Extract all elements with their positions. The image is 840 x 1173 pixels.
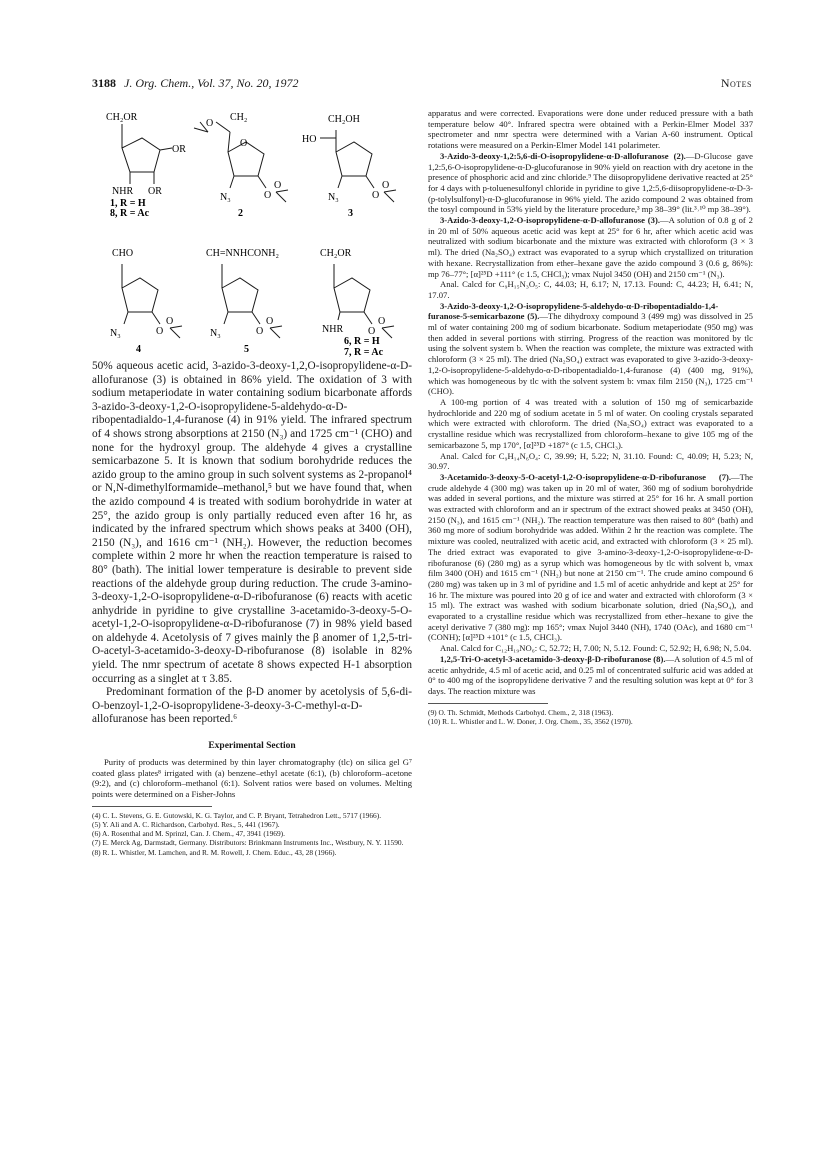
paragraph-text: Anal. Calcd for C₉H₁₄N₆O₄: C, 39.99; H, 5.22; N, 31.10. Found: C, 40.09; H, 5.23; N, 30.97. (428, 450, 753, 472)
paragraph-text: A 100-mg portion of 4 was treated with a solution of 150 mg of semicarbazide hydrochloride and 220 mg of sodium acetate in 5 ml of water. On cooling crystals separated which were extracted with chloroform. The dried (Na₂SO₄) extract was evaporated to a crystalline residue which was recrystallized from chloroform–hexane to give 105 mg of the semicarbazone 5, mp 170°, [α]²⁵D +187° (c 1.5, CHCl₃). (428, 396, 753, 450)
journal-citation: J. Org. Chem., Vol. 37, No. 20, 1972 (124, 76, 299, 90)
atom-label: O (372, 190, 380, 201)
body-paragraph (428, 472, 753, 643)
page-header (92, 76, 752, 94)
atom-label: CHO (112, 248, 134, 259)
atom-label: O (256, 326, 264, 337)
atom-label: O (382, 180, 390, 191)
body-paragraph (428, 643, 753, 654)
paragraph-text: —A solution of 4.5 ml of acetic anhydride, 4.5 ml of acetic acid, and 0.25 ml of concentrated sulfuric acid was added at 0° to 400 mg of the isopropylidene derivative 7 and the resulting solution was kept at 0° for 3 days. The reaction mixture was (428, 653, 753, 696)
atom-label: N₃ (210, 328, 221, 339)
footnote: (7) E. Merck Ag, Darmstadt, Germany. Distributors: Brinkmann Instruments Inc., Westbury, N. Y. 11590. (92, 838, 404, 848)
structure-label: 2 (238, 208, 243, 218)
paragraph-text: —A solution of 0.8 g of 2 in 20 ml of 50% aqueous acetic acid was kept at 25° for 6 hr, after which acetic acid was neutralized with sodium bicarbonate and the mixture was extracted with chloroform (3 × 3 ml). The dried (Na₂SO₄) extract was evaporated to a syrup which crystallized on trituration with hexane. Recrystallization from ether–hexane gave the azido compound 3 (0.6 g, 86%): mp 76–77°; [α]²⁵D +111° (c 1.5, CHCl₃); νmax Nujol 3450 (OH) and 2150 cm⁻¹ (N₃). (428, 215, 753, 279)
atom-label: N₃ (220, 192, 231, 203)
structure-label: 6, R = H (344, 336, 380, 347)
structure-1 (92, 108, 192, 218)
structure-label: 3 (348, 208, 353, 218)
body-paragraph (428, 301, 753, 397)
atom-label: CH=NNHCONH₂ (206, 248, 280, 259)
paragraph-text: —The crude aldehyde 4 (300 mg) was taken up in 20 ml of water, 360 mg of sodium borohydride was added in several portions, and the mixture was stirred at 25° for 16 hr. A small portion was extracted with chloroform and an ir spectrum of the extract showed peaks at 3450 (OH), 2150 (N₃), and 1615 cm⁻¹ (NH₂). The reaction temperature was then raised to 80° (bath) and 360 mg more of sodium borohydride was added. Within 2 hr the reaction was complete. The mixture was cooled, neutralized with acetic acid, and extracted with chloroform (3 × 25 ml). The dried extract was evaporated to give 3-amino-3-deoxy-1,2-O-isopropylidene-α-D-ribofuranose (6) (280 mg) as a syrup which was homogeneous by tlc with solvent b, νmax film 3400 (OH) and 1615 cm⁻¹ (NH₂) but none at 2150 cm⁻¹. The crude amino compound 6 (280 mg) was taken up in 3 ml of pyridine and 1.5 ml of acetic anhydride and kept at 25° for 16 hr. The mixture was poured into 20 g of ice and water and extracted with chloroform (3 × 15 ml). The extract was washed with sodium bicarbonate solution, dried (Na₂SO₄), and evaporated to a crystalline residue which was recrystallized from ether–hexane to give the acetyl derivative 7 (380 mg): mp 165°; νmax Nujol 3440 (NH), 1740 (OAc), and 1680 cm⁻¹ (CONH); [α]²⁵D +101° (c 1.5, CHCl₃). (428, 471, 753, 643)
atom-label: O (156, 326, 164, 337)
left-column (92, 108, 412, 1048)
structure-label: 1, R = H (110, 198, 146, 209)
atom-label: O (274, 180, 282, 191)
paragraph-heading: 3-Acetamido-3-deoxy-5-O-acetyl-1,2-O-isopropylidene-α-D-ribofuranose (7). (440, 471, 732, 482)
structure-label: 7, R = Ac (344, 347, 384, 358)
paragraph-heading: 3-Azido-3-deoxy-1,2-O-isopropylidene-5-aldehydo-α-D-ribopentadialdo-1,4-furanose-5-semicarbazone (5). (428, 300, 719, 322)
paragraph-text: Anal. Calcd for C₉H₁₅N₃O₅: C, 44.03; H, 6.17; N, 17.13. Found: C, 44.23; H, 6.41; N, 17.07. (428, 279, 753, 300)
structure-label: 8, R = Ac (110, 208, 150, 218)
right-column (428, 108, 753, 1123)
structure-4 (92, 240, 192, 358)
paragraph-text: Anal. Calcd for C₁₂H₁₉NO₆: C, 52.72; H, 7.00; N, 5.12. Found: C, 52.92; H, 6.98; N, 5.04. (440, 643, 752, 654)
atom-label: O (368, 326, 376, 337)
atom-label: NHR (112, 186, 134, 197)
atom-label: HO (302, 134, 317, 145)
atom-label: O (266, 316, 274, 327)
paragraph-heading: 3-Azido-3-deoxy-1,2-O-isopropylidene-α-D-allofuranose (3). (440, 215, 660, 226)
footnote: (5) Y. Ali and A. C. Richardson, Carbohyd. Res., 5, 441 (1967). (92, 820, 280, 830)
paragraph-text: —The dihydroxy compound 3 (499 mg) was dissolved in 25 ml of water containing 200 mg of sodium bicarbonate. Sodium metaperiodate (950 mg) was then added in several portions with stirring. Progress of the reaction was monitored by tlc using the solvent system b. When the reaction was complete, the mixture was extracted with chloroform (3 × 25 ml). The dried (Na₂SO₄) extract was evaporated to give 3-azido-3-deoxy-1,2-O-isopropylidene-5-aldehydo-α-D-ribopentadialdo-1,4-furanose (4) (400 mg, 91%), which was homogeneous by tlc with the solvent system b: νmax film 2150 (N₃), 1725 cm⁻¹ (CHO). (428, 311, 753, 397)
atom-label: OR (148, 186, 162, 197)
footnote: (6) A. Rosenthal and M. Sprinzl, Can. J. Chem., 47, 3941 (1969). (92, 829, 285, 839)
atom-label: O (378, 316, 386, 327)
structure-3 (300, 108, 410, 218)
body-paragraph: 50% aqueous acetic acid, 3-azido-3-deoxy-1,2,O-isopropylidene-α-D-allofuranose (3) is obtained in 86% yield. The oxidation of 3 with sodium metaperiodate in water containing sodium bicarbonate affords 3-azido-3-deoxy-1,2-O-isopropylidene-5-aldehydo-α-D-ribopentadialdo-1,4-furanose (4) in 91% yield. The infrared spectrum of 4 shows strong absorptions at 2150 (N₃) and 1725 cm⁻¹ (CHO) and none for the hydroxyl group. The aldehyde 4 gives a crystalline semicarbazone 5. It is known that sodium borohydride reduces the azido group to the amino group in such solvent systems as 2-propanol⁴ or N,N-dimethylformamide–methanol,⁵ but we have found that, when the azido compound 4 is treated with sodium borohydride in water at 25°, the azido group is only partially reduced even after 16 hr, as indicated by the infrared spectrum which shows peaks at 3400 (OH), 2150 (N₃), and 1616 cm⁻¹ (NH₂). However, the reduction becomes complete within 2 more hr when the reaction temperature is raised to 80° (bath). The initial lower temperature is desirable to prevent side reactions of the aldehyde group during reduction. The crude 3-amino-3-deoxy-1,2-O-isopropylidene-α-D-ribofuranose (6) reacts with acetic anhydride in pyridine to give crystalline 3-acetamido-3-deoxy-5-O-acetyl-1,2-O-isopropylidene-α-D-ribofuranose (7) in 98% yield based on aldehyde 4. Acetolysis of 7 gives mainly the β anomer of 1,2,5-tri-O-acetyl-3-acetamido-3-deoxy-D-ribofuranose (8) isolable in 82% yield. The nmr spectrum of acetate 8 shows expected H-1 absorption occurring as a singlet at τ 3.85. (92, 360, 412, 685)
footnote: (9) O. Th. Schmidt, Methods Carbohyd. Chem., 2, 318 (1963). (428, 707, 614, 717)
section-title: Notes (720, 76, 752, 90)
paragraph-text: apparatus and were corrected. Evaporations were done under reduced pressure with a bath temperature below 40°. Infrared spectra were obtained with a Perkin-Elmer Model 337 spectrometer and nmr spectra were determined with a Varian A-60 instrument. Optical rotations were measured on a Perkin-Elmer Model 141 polarimeter. (428, 108, 753, 151)
atom-label: NHR (322, 324, 344, 335)
atom-label: OR (172, 144, 186, 155)
atom-label: N₃ (328, 192, 339, 203)
paragraph-heading: 1,2,5-Tri-O-acetyl-3-acetamido-3-deoxy-β-D-ribofuranose (8). (440, 653, 666, 664)
atom-label: CH₂OR (106, 112, 138, 123)
structure-5 (192, 240, 312, 358)
footnote: (8) R. L. Whistler, M. Lamchen, and R. M. Rowell, J. Chem. Educ., 43, 28 (1966). (92, 847, 337, 857)
structure-6 (310, 240, 410, 358)
footnote-rule (92, 806, 212, 807)
body-paragraph: Predominant formation of the β-D anomer by acetolysis of 5,6-di-O-benzoyl-1,2-O-isopropylidene-3-deoxy-3-C-methyl-α-D-allofuranose has been reported.⁶ (92, 686, 412, 726)
atom-label: O (166, 316, 174, 327)
atom-label: CH₂OH (328, 114, 360, 125)
experimental-section-title: Experimental Section (208, 741, 296, 752)
experimental-paragraph: Purity of products was determined by thin layer chromatography (tlc) on silica gel G⁷ coated glass plates⁸ irrigated with (a) benzene–ethyl acetate (6:1), (b) chloroform–acetone (9:2), and (c) chloroform–methanol (6:1). Solvent ratios were based on volumes. Melting points were determined on a Fisher-Johns (92, 757, 412, 800)
structure-2 (190, 108, 300, 218)
structure-label: 5 (244, 344, 249, 355)
footnote: (4) C. L. Stevens, G. E. Gutowski, K. G. Taylor, and C. P. Bryant, Tetrahedron Lett., 5717 (1966). (92, 810, 382, 820)
atom-label: O (264, 190, 272, 201)
atom-label: CH₂ (230, 112, 248, 123)
footnote: (10) R. L. Whistler and L. W. Doner, J. Org. Chem., 35, 3562 (1970). (428, 716, 633, 726)
body-paragraph (428, 151, 753, 215)
footnote-rule (428, 703, 548, 704)
body-paragraph (428, 654, 753, 697)
atom-label: O (240, 138, 248, 149)
body-paragraph (428, 108, 753, 151)
body-paragraph (428, 397, 753, 451)
paragraph-heading: 3-Azido-3-deoxy-1,2:5,6-di-O-isopropylidene-α-D-allofuranose (2). (440, 150, 686, 161)
chemical-structures (92, 108, 412, 360)
atom-label: CH₂OR (320, 248, 352, 259)
page-number: 3188 (92, 76, 116, 90)
atom-label: O (206, 118, 214, 129)
body-paragraph (428, 451, 753, 472)
body-paragraph (428, 215, 753, 279)
body-paragraph (428, 279, 753, 300)
structure-label: 4 (136, 344, 141, 355)
paragraph-text: —D-Glucose gave 1,2:5,6-O-isopropylidene-α-D-glucofuranose in 90% yield on reaction with dry acetone in the presence of phosphoric acid and zinc chloride.⁹ The diisopropylidene derivative reacted at 25° for 4 days with p-toluenesulfonyl chloride in pyridine to give 1,2:5,6-diisopropylidene-α-D-3-(p-tolylsulfonyl)-α-D-glucofuranose in 96% yield. The azido compound 2 was obtained from the tosyl compound in 53% yield by the literature procedure,³ mp 38–39° (lit.³˒¹⁰ mp 38–39°). (428, 150, 753, 215)
atom-label: N₃ (110, 328, 121, 339)
